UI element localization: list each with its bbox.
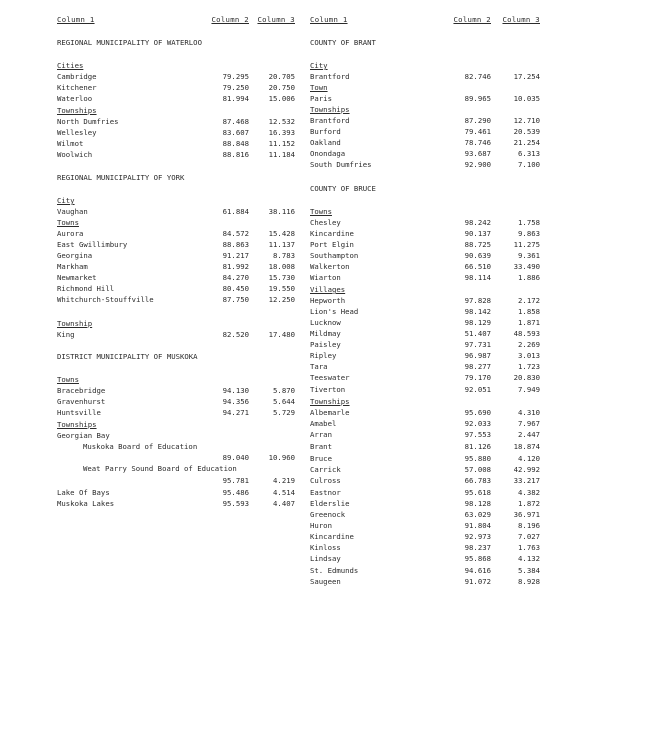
column-3-value: 15.006 bbox=[268, 94, 295, 103]
municipality-name: Greenock bbox=[310, 510, 346, 519]
column-2-value: 88.863 bbox=[222, 240, 249, 249]
column-2-value: 98.142 bbox=[464, 307, 491, 316]
column-2-value: 95.690 bbox=[464, 408, 491, 417]
column-2-value: 91.217 bbox=[222, 251, 249, 260]
subheading-text: Towns bbox=[310, 207, 332, 216]
municipality-name: Huntsville bbox=[57, 408, 101, 417]
column-2-value: 94.356 bbox=[222, 397, 249, 406]
column-3-value: 7.027 bbox=[518, 532, 540, 541]
column-3-value: 4.382 bbox=[518, 488, 540, 497]
municipality-name: Teeswater bbox=[310, 373, 350, 382]
subheading-text: Townships bbox=[57, 420, 97, 429]
municipality-name: Chesley bbox=[310, 218, 341, 227]
column-2-value: 82.746 bbox=[464, 72, 491, 81]
column-2-value: 79.461 bbox=[464, 127, 491, 136]
column-3-value: 11.152 bbox=[268, 139, 295, 148]
column-2-value: 87.468 bbox=[222, 117, 249, 126]
column-1-header: Column 1 bbox=[57, 15, 95, 24]
municipality-name: Vaughan bbox=[57, 207, 88, 216]
column-2-value: 92.973 bbox=[464, 532, 491, 541]
municipality-name: Lion's Head bbox=[310, 307, 359, 316]
municipality-name: Paisley bbox=[310, 340, 341, 349]
subheading-text: Townships bbox=[57, 106, 97, 115]
municipality-name: Kinloss bbox=[310, 543, 341, 552]
municipality-name: Lucknow bbox=[310, 318, 341, 327]
column-3-value: 1.723 bbox=[518, 362, 540, 371]
column-2-value: 94.271 bbox=[222, 408, 249, 417]
column-3-value: 4.310 bbox=[518, 408, 540, 417]
municipality-name: Whitchurch-Stouffville bbox=[57, 295, 154, 304]
column-3-value: 17.480 bbox=[268, 330, 295, 339]
column-2-value: 91.072 bbox=[464, 577, 491, 586]
municipality-name: Amabel bbox=[310, 419, 337, 428]
column-2-value: 98.237 bbox=[464, 543, 491, 552]
column-3-value: 5.870 bbox=[273, 386, 295, 395]
municipality-name: Carrick bbox=[310, 465, 341, 474]
municipality-name: Brant bbox=[310, 442, 332, 451]
municipality-name: Woolwich bbox=[57, 150, 93, 159]
column-3-value: 8.928 bbox=[518, 577, 540, 586]
column-2-value: 89.040 bbox=[222, 453, 249, 462]
column-3-value: 38.116 bbox=[268, 207, 295, 216]
column-3-value: 33.490 bbox=[513, 262, 540, 271]
column-2-value: 98.128 bbox=[464, 499, 491, 508]
column-3-value: 17.254 bbox=[513, 72, 540, 81]
column-3-value: 2.447 bbox=[518, 430, 540, 439]
column-2-value: 81.994 bbox=[222, 94, 249, 103]
column-3-value: 20.539 bbox=[513, 127, 540, 136]
column-3-value: 11.184 bbox=[268, 150, 295, 159]
column-2-value: 97.731 bbox=[464, 340, 491, 349]
column-2-value: 94.130 bbox=[222, 386, 249, 395]
municipality-name: Bracebridge bbox=[57, 386, 106, 395]
column-2-value: 91.804 bbox=[464, 521, 491, 530]
municipality-name: Culross bbox=[310, 476, 341, 485]
column-3-value: 2.172 bbox=[518, 296, 540, 305]
column-3-value: 1.758 bbox=[518, 218, 540, 227]
column-3-value: 4.407 bbox=[273, 499, 295, 508]
column-2-value: 98.277 bbox=[464, 362, 491, 371]
column-3-value: 15.730 bbox=[268, 273, 295, 282]
column-2-value: 92.033 bbox=[464, 419, 491, 428]
column-2-value: 98.242 bbox=[464, 218, 491, 227]
municipality-name: East Gwillimbury bbox=[57, 240, 128, 249]
board-name: Weat Parry Sound Board of Education bbox=[83, 464, 237, 473]
column-3-value: 48.593 bbox=[513, 329, 540, 338]
municipality-name: Bruce bbox=[310, 454, 332, 463]
municipality-name: Mildmay bbox=[310, 329, 341, 338]
column-1-header: Column 1 bbox=[310, 15, 348, 24]
subheading-text: Towns bbox=[57, 375, 79, 384]
column-3-value: 4.120 bbox=[518, 454, 540, 463]
municipality-name: Burford bbox=[310, 127, 341, 136]
column-3-value: 10.960 bbox=[268, 453, 295, 462]
municipality-name: Gravenhurst bbox=[57, 397, 106, 406]
heading-text: REGIONAL MUNICIPALITY OF WATERLOO bbox=[57, 38, 202, 47]
municipality-name: Aurora bbox=[57, 229, 84, 238]
municipality-name: Ripley bbox=[310, 351, 337, 360]
subheading-text: Township bbox=[57, 319, 93, 328]
column-3-value: 6.313 bbox=[518, 149, 540, 158]
column-2-value: 82.520 bbox=[222, 330, 249, 339]
column-2-value: 97.553 bbox=[464, 430, 491, 439]
column-3-value: 8.783 bbox=[273, 251, 295, 260]
column-3-value: 36.971 bbox=[513, 510, 540, 519]
column-3-value: 12.250 bbox=[268, 295, 295, 304]
municipality-name: Tara bbox=[310, 362, 328, 371]
municipality-name: Waterloo bbox=[57, 94, 93, 103]
column-2-header: Column 2 bbox=[211, 15, 249, 24]
column-2-value: 66.510 bbox=[464, 262, 491, 271]
subheading-text: Townships bbox=[310, 105, 350, 114]
column-2-value: 92.900 bbox=[464, 160, 491, 169]
municipality-name: South Dumfries bbox=[310, 160, 372, 169]
column-3-value: 1.763 bbox=[518, 543, 540, 552]
column-3-value: 18.008 bbox=[268, 262, 295, 271]
municipality-name: Walkerton bbox=[310, 262, 350, 271]
column-2-value: 95.618 bbox=[464, 488, 491, 497]
column-2-value: 90.639 bbox=[464, 251, 491, 260]
column-2-value: 79.170 bbox=[464, 373, 491, 382]
column-2-value: 87.750 bbox=[222, 295, 249, 304]
column-2-value: 79.250 bbox=[222, 83, 249, 92]
column-2-value: 95.781 bbox=[222, 476, 249, 485]
column-2-value: 57.008 bbox=[464, 465, 491, 474]
municipality-name: Wiarton bbox=[310, 273, 341, 282]
column-3-value: 7.967 bbox=[518, 419, 540, 428]
column-3-value: 8.196 bbox=[518, 521, 540, 530]
column-3-value: 12.532 bbox=[268, 117, 295, 126]
column-3-value: 20.705 bbox=[268, 72, 295, 81]
municipality-name: Arran bbox=[310, 430, 332, 439]
subheading-text: Townships bbox=[310, 397, 350, 406]
municipality-name: Tiverton bbox=[310, 385, 346, 394]
column-3-value: 18.874 bbox=[513, 442, 540, 451]
municipality-name: Kitchener bbox=[57, 83, 97, 92]
column-2-value: 88.816 bbox=[222, 150, 249, 159]
column-3-header: Column 3 bbox=[502, 15, 540, 24]
municipality-name: St. Edmunds bbox=[310, 566, 359, 575]
column-3-value: 19.550 bbox=[268, 284, 295, 293]
column-3-value: 21.254 bbox=[513, 138, 540, 147]
municipality-name: King bbox=[57, 330, 75, 339]
board-name: Muskoka Board of Education bbox=[83, 442, 198, 451]
column-3-header: Column 3 bbox=[257, 15, 295, 24]
column-2-header: Column 2 bbox=[453, 15, 491, 24]
column-3-value: 7.100 bbox=[518, 160, 540, 169]
column-2-value: 98.114 bbox=[464, 273, 491, 282]
subheading-text: City bbox=[310, 61, 328, 70]
column-3-value: 7.949 bbox=[518, 385, 540, 394]
municipality-name: Southampton bbox=[310, 251, 359, 260]
municipality-name: Lindsay bbox=[310, 554, 341, 563]
municipality-name: Huron bbox=[310, 521, 332, 530]
column-2-value: 78.746 bbox=[464, 138, 491, 147]
column-2-value: 83.607 bbox=[222, 128, 249, 137]
column-3-value: 10.035 bbox=[513, 94, 540, 103]
municipality-name: North Dumfries bbox=[57, 117, 119, 126]
column-3-value: 5.384 bbox=[518, 566, 540, 575]
column-3-value: 1.872 bbox=[518, 499, 540, 508]
column-2-value: 95.868 bbox=[464, 554, 491, 563]
municipality-name: Georgian Bay bbox=[57, 431, 110, 440]
municipality-name: Lake Of Bays bbox=[57, 488, 110, 497]
municipality-name: Oakland bbox=[310, 138, 341, 147]
subheading-text: Cities bbox=[57, 61, 84, 70]
column-2-value: 87.290 bbox=[464, 116, 491, 125]
column-2-value: 84.572 bbox=[222, 229, 249, 238]
municipality-name: Eastnor bbox=[310, 488, 341, 497]
column-3-value: 5.729 bbox=[273, 408, 295, 417]
heading-text: COUNTY OF BRUCE bbox=[310, 184, 376, 193]
column-3-value: 11.137 bbox=[268, 240, 295, 249]
column-3-value: 3.013 bbox=[518, 351, 540, 360]
column-2-value: 51.407 bbox=[464, 329, 491, 338]
column-3-value: 42.992 bbox=[513, 465, 540, 474]
column-3-value: 2.269 bbox=[518, 340, 540, 349]
column-3-value: 4.132 bbox=[518, 554, 540, 563]
column-3-value: 20.750 bbox=[268, 83, 295, 92]
column-2-value: 95.593 bbox=[222, 499, 249, 508]
column-3-value: 4.219 bbox=[273, 476, 295, 485]
column-2-value: 63.029 bbox=[464, 510, 491, 519]
heading-text: REGIONAL MUNICIPALITY OF YORK bbox=[57, 173, 185, 182]
column-2-value: 88.848 bbox=[222, 139, 249, 148]
column-2-value: 81.126 bbox=[464, 442, 491, 451]
heading-text: DISTRICT MUNICIPALITY OF MUSKOKA bbox=[57, 352, 198, 361]
municipality-name: Newmarket bbox=[57, 273, 97, 282]
column-2-value: 90.137 bbox=[464, 229, 491, 238]
column-3-value: 9.361 bbox=[518, 251, 540, 260]
subheading-text: Towns bbox=[57, 218, 79, 227]
column-3-value: 1.886 bbox=[518, 273, 540, 282]
column-2-value: 95.486 bbox=[222, 488, 249, 497]
column-2-value: 92.051 bbox=[464, 385, 491, 394]
municipality-name: Brantford bbox=[310, 72, 350, 81]
column-2-value: 94.616 bbox=[464, 566, 491, 575]
municipality-name: Wellesley bbox=[57, 128, 97, 137]
municipality-name: Albemarle bbox=[310, 408, 350, 417]
column-2-value: 98.129 bbox=[464, 318, 491, 327]
column-3-value: 5.644 bbox=[273, 397, 295, 406]
column-3-value: 33.217 bbox=[513, 476, 540, 485]
municipality-name: Hepworth bbox=[310, 296, 346, 305]
municipality-name: Wilmot bbox=[57, 139, 84, 148]
municipality-name: Paris bbox=[310, 94, 332, 103]
column-2-value: 66.783 bbox=[464, 476, 491, 485]
column-2-value: 96.987 bbox=[464, 351, 491, 360]
column-3-value: 1.858 bbox=[518, 307, 540, 316]
municipality-name: Muskoka Lakes bbox=[57, 499, 115, 508]
municipality-name: Saugeen bbox=[310, 577, 341, 586]
municipality-name: Brantford bbox=[310, 116, 350, 125]
column-3-value: 16.393 bbox=[268, 128, 295, 137]
column-3-value: 11.275 bbox=[513, 240, 540, 249]
column-3-value: 20.830 bbox=[513, 373, 540, 382]
municipality-name: Elderslie bbox=[310, 499, 350, 508]
municipality-name: Onondaga bbox=[310, 149, 346, 158]
municipality-name: Kincardine bbox=[310, 532, 354, 541]
column-2-value: 61.884 bbox=[222, 207, 249, 216]
column-2-value: 84.270 bbox=[222, 273, 249, 282]
column-3-value: 15.428 bbox=[268, 229, 295, 238]
column-2-value: 79.295 bbox=[222, 72, 249, 81]
municipality-name: Richmond Hill bbox=[57, 284, 115, 293]
column-2-value: 81.992 bbox=[222, 262, 249, 271]
municipality-name: Georgina bbox=[57, 251, 93, 260]
column-3-value: 9.863 bbox=[518, 229, 540, 238]
heading-text: COUNTY OF BRANT bbox=[310, 38, 376, 47]
column-2-value: 89.965 bbox=[464, 94, 491, 103]
column-2-value: 95.880 bbox=[464, 454, 491, 463]
column-2-value: 80.450 bbox=[222, 284, 249, 293]
column-3-value: 4.514 bbox=[273, 488, 295, 497]
column-2-value: 93.687 bbox=[464, 149, 491, 158]
municipality-name: Cambridge bbox=[57, 72, 97, 81]
column-3-value: 12.710 bbox=[513, 116, 540, 125]
column-3-value: 1.871 bbox=[518, 318, 540, 327]
column-2-value: 88.725 bbox=[464, 240, 491, 249]
municipality-name: Kincardine bbox=[310, 229, 354, 238]
subheading-text: Town bbox=[310, 83, 328, 92]
column-2-value: 97.828 bbox=[464, 296, 491, 305]
municipality-name: Port Elgin bbox=[310, 240, 354, 249]
municipality-name: Markham bbox=[57, 262, 88, 271]
subheading-text: Villages bbox=[310, 285, 346, 294]
subheading-text: City bbox=[57, 196, 75, 205]
